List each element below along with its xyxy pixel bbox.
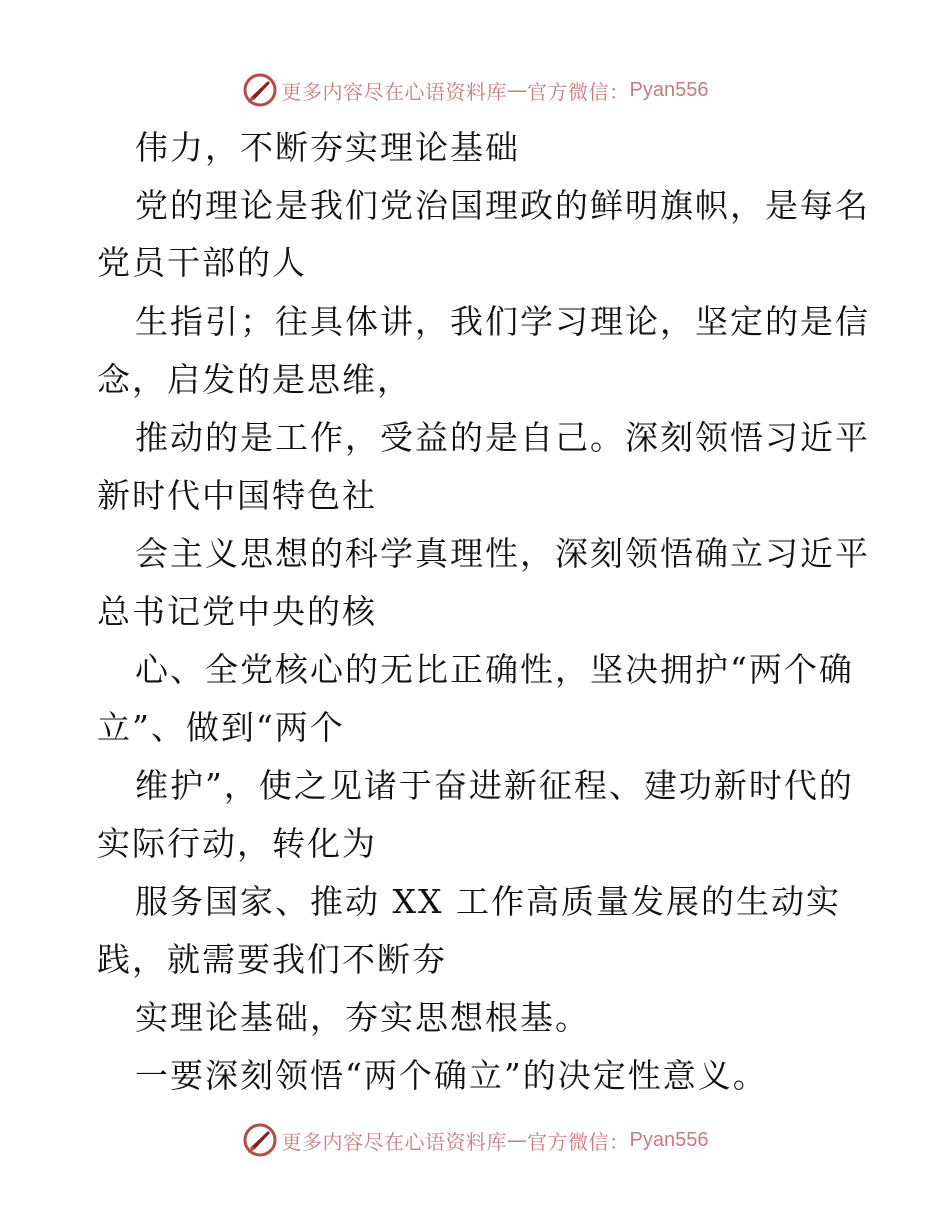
footer-watermark-banner — [0, 1120, 950, 1160]
banner-wechat-id: Pyan556 — [629, 78, 709, 101]
body-line: 实理论基础，夯实思想根基。 — [135, 998, 590, 1037]
body-line: 维护”，使之见诸于奋进新征程、建功新时代的 — [135, 766, 854, 805]
body-line: 践，就需要我们不断夯 — [97, 940, 447, 979]
body-line: 伟力，不断夯实理论基础 — [135, 128, 520, 167]
banner-separator: — — [507, 78, 528, 102]
body-line: 党员干部的人 — [97, 243, 307, 282]
body-line: 总书记党中央的核 — [97, 592, 377, 631]
body-line: 新时代中国特色社 — [97, 476, 377, 515]
body-line: 生指引；往具体讲，我们学习理论，坚定的是信 — [135, 302, 870, 341]
banner-site-text: 更多内容尽在心语资料库 — [281, 1129, 508, 1154]
body-line: 会主义思想的科学真理性，深刻领悟确立习近平 — [135, 534, 870, 573]
quill-pen-logo-icon — [242, 1122, 278, 1158]
body-line: 服务国家、推动 XX 工作高质量发展的生动实 — [135, 882, 841, 921]
body-line: 党的理论是我们党治国理政的鲜明旗帜，是每名 — [135, 186, 870, 225]
banner-wechat-id: Pyan556 — [629, 1128, 709, 1151]
body-line: 念，启发的是思维， — [97, 360, 412, 399]
banner-separator: — — [507, 1128, 528, 1152]
body-line: 实际行动，转化为 — [97, 824, 377, 863]
body-line: 一要深刻领悟“两个确立”的决定性意义。 — [135, 1056, 768, 1095]
body-line: 心、全党核心的无比正确性，坚决拥护“两个确 — [135, 650, 854, 689]
banner-site-text: 更多内容尽在心语资料库 — [281, 79, 508, 104]
quill-pen-logo-icon — [242, 72, 278, 108]
banner-wechat-label: 官方微信： — [527, 1129, 630, 1154]
banner-wechat-label: 官方微信： — [527, 79, 630, 104]
body-line: 推动的是工作，受益的是自己。深刻领悟习近平 — [135, 418, 870, 457]
body-line: 立”、做到“两个 — [97, 708, 345, 747]
header-watermark-banner — [0, 70, 950, 110]
